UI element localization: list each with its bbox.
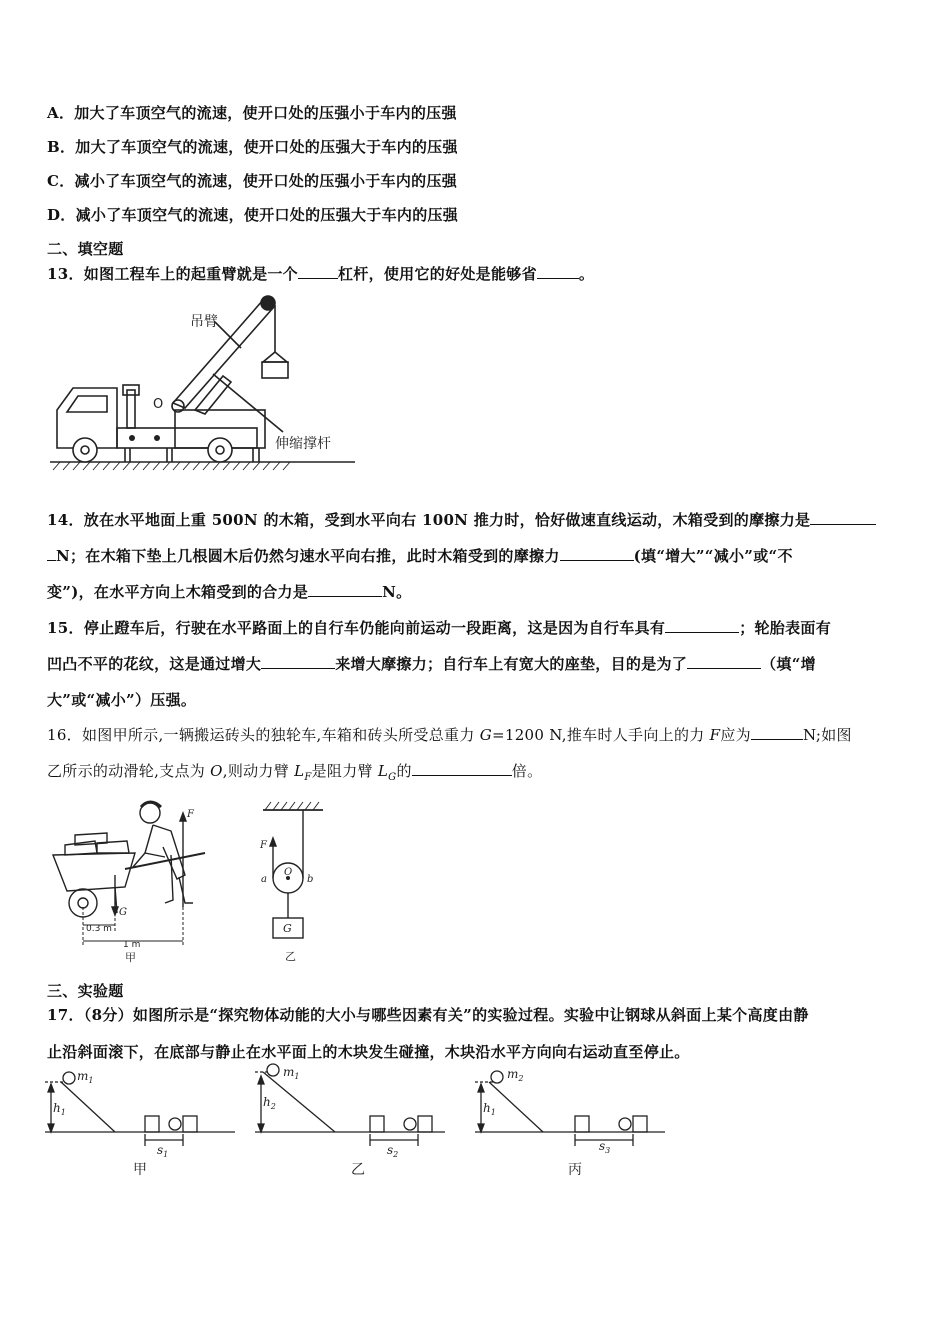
crane-truck-figure: [45, 290, 365, 475]
q15-blank-3[interactable]: [687, 654, 761, 669]
option-b: B．加大了车顶空气的流速，使开口处的压强大于车内的压强: [47, 138, 458, 156]
section-experiment-heading: 三、实验题: [47, 982, 124, 1000]
q14-text-2a: N；在木箱下垫上几根圆木后仍然匀速水平向右推，此时木箱受到的摩擦力: [56, 547, 560, 565]
question-15-line-2: [47, 653, 816, 674]
q14-blank-1b[interactable]: [47, 546, 56, 561]
question-15-line-3: 大”或“减小”）压强。: [47, 691, 197, 709]
ramp-figure-jia: [45, 1068, 245, 1183]
ramp-figure-bing: [475, 1068, 675, 1183]
q16-symbol-g: G: [479, 726, 492, 744]
q15-text-2c: （填“增: [761, 655, 816, 673]
q15-text-2a: 凹凸不平的花纹，这是通过增大: [47, 655, 262, 673]
q14-text-2b: (填“增大”“减小”或“不: [633, 547, 793, 565]
question-13: [47, 263, 594, 284]
q16-text-2j: 倍。: [511, 762, 543, 780]
option-c: C．减小了车顶空气的流速，使开口处的压强小于车内的压强: [47, 172, 458, 190]
question-14-line-2: [47, 545, 793, 566]
weight-g-label: G: [119, 907, 127, 918]
q16-text-2c: ,则动力臂: [222, 762, 295, 780]
ramp2-height-label: $h_2$: [263, 1095, 276, 1111]
option-a: A．加大了车顶空气的流速，使开口处的压强小于车内的压强: [47, 104, 457, 122]
q16-text-2i: 的: [396, 762, 412, 780]
ramp2-distance-label: $s_2$: [387, 1143, 399, 1159]
q16-sub-g: G: [388, 772, 397, 783]
q16-text-2f: 是阻力臂: [311, 762, 378, 780]
q15-blank-2[interactable]: [261, 654, 335, 669]
q15-text-1b: ；轮胎表面有: [739, 619, 831, 637]
pulley-point-a-label: a: [261, 874, 267, 885]
q13-text-c: 。: [578, 265, 595, 283]
ramp1-height-label: $h_1$: [53, 1101, 66, 1117]
ramp3-height-label: $h_1$: [483, 1101, 496, 1117]
option-d: D．减小了车顶空气的流速，使开口处的压强大于车内的压强: [47, 206, 459, 224]
q16-blank-1[interactable]: [751, 725, 803, 740]
q13-text-a: 13．如图工程车上的起重臂就是一个: [47, 265, 298, 283]
q16-text-2a: 乙所示的动滑轮,支点为: [47, 762, 211, 780]
q14-blank-1a[interactable]: [810, 510, 876, 525]
q14-blank-3[interactable]: [308, 582, 382, 597]
question-14-line-3: [47, 581, 411, 602]
q13-blank-2[interactable]: [537, 264, 579, 279]
wheelbarrow-figure: [45, 795, 220, 965]
dimension-1m: 1 m: [123, 940, 141, 950]
q16-symbol-lf: L: [294, 762, 305, 780]
q15-blank-1[interactable]: [665, 618, 739, 633]
ramp3-mass-label: $m_2$: [507, 1067, 524, 1083]
pulley-figure: [255, 800, 335, 965]
ramp1-caption: 甲: [133, 1162, 147, 1178]
pulley-weight-g-label: G: [283, 922, 292, 935]
q16-text-1e: 应为: [720, 726, 751, 744]
q16-text-1f: N;如图: [802, 726, 852, 744]
q13-text-b: 杠杆，使用它的好处是能够省: [337, 265, 537, 283]
q14-blank-2[interactable]: [560, 546, 634, 561]
section-fill-in-heading: 二、填空题: [47, 240, 124, 258]
force-f-label: F: [187, 809, 194, 820]
q16-symbol-f: F: [709, 726, 721, 744]
q14-text-1: 14．放在水平地面上重 500N 的木箱，受到水平向右 100N 推力时，恰好做速直线运动，木箱受到的摩擦力是: [47, 511, 811, 529]
ramp-figure-yi: [255, 1065, 455, 1183]
ramp1-mass-label: $m_1$: [77, 1069, 94, 1085]
q13-blank-1[interactable]: [298, 264, 338, 279]
q14-text-3a: 变”)，在水平方向上木箱受到的合力是: [47, 583, 309, 601]
strut-label: 伸缩撑杆: [275, 436, 331, 452]
ramp2-mass-label: $m_1$: [283, 1065, 300, 1081]
dimension-0-3m: 0.3 m: [86, 924, 112, 934]
ramp2-caption: 乙: [351, 1162, 365, 1178]
q16-blank-2[interactable]: [412, 761, 512, 776]
caption-jia: 甲: [125, 951, 136, 964]
ramp1-distance-label: $s_1$: [157, 1143, 169, 1159]
question-17-line-1: 17．（8分）如图所示是“探究物体动能的大小与哪些因素有关”的实验过程。实验中让钢球从斜面上某个高度由静: [47, 1006, 809, 1024]
pivot-label: O: [153, 397, 164, 412]
q15-text-2b: 来增大摩擦力；自行车上有宽大的座垫，目的是为了: [335, 655, 688, 673]
q16-text-1a: 16．如图甲所示,一辆搬运砖头的独轮车,车箱和砖头所受总重力: [47, 726, 480, 744]
q16-sub-f: F: [304, 772, 312, 783]
question-14-line-1: [47, 509, 876, 530]
question-15-line-1: [47, 617, 831, 638]
ramp3-distance-label: $s_3$: [599, 1139, 611, 1155]
ramp3-caption: 丙: [568, 1162, 582, 1178]
boom-label: 吊臂: [190, 314, 218, 330]
q15-text-1a: 15．停止蹬车后，行驶在水平路面上的自行车仍能向前运动一段距离，这是因为自行车具有: [47, 619, 666, 637]
q16-symbol-lg: L: [377, 762, 389, 780]
question-16-line-2: [47, 760, 542, 783]
q16-text-1c: =1200 N,推车时人手向上的力: [492, 726, 710, 744]
question-17-line-2: 止沿斜面滚下，在底部与静止在水平面上的木块发生碰撞，木块沿水平方向向右运动直至停止。: [47, 1043, 690, 1061]
q16-symbol-o: O: [210, 762, 223, 780]
q14-text-3b: N。: [382, 583, 412, 601]
pulley-point-b-label: b: [307, 874, 314, 885]
pulley-pivot-o-label: O: [284, 867, 293, 878]
pulley-force-f-label: F: [260, 840, 267, 851]
question-16-line-1: [47, 724, 852, 745]
caption-yi: 乙: [285, 950, 296, 963]
